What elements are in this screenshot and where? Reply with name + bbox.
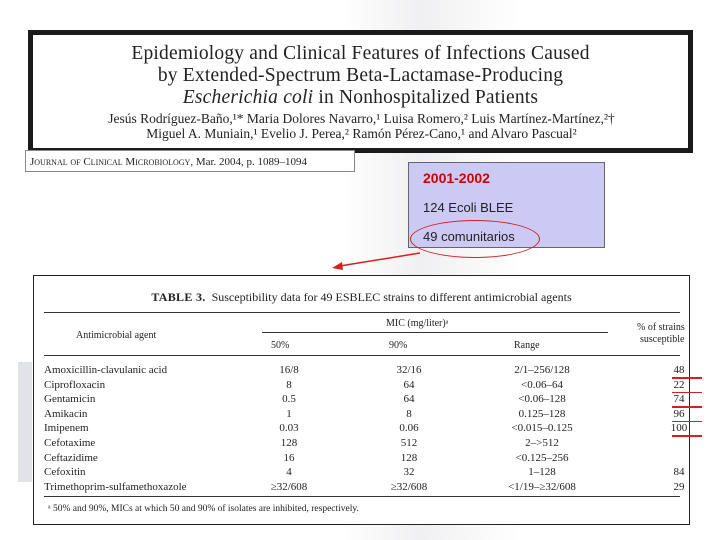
cell-mic90: 8 bbox=[406, 407, 412, 420]
cell-mic50: 16/8 bbox=[279, 364, 299, 376]
cell-range: 2/1–256/128 bbox=[514, 364, 570, 376]
authors-line-2: Miguel A. Muniain,¹ Evelio J. Perea,² Ramón Pérez-Cano,¹ and Alvaro Pascual² bbox=[146, 126, 577, 141]
header-p90: 90% bbox=[389, 340, 408, 351]
table-row bbox=[44, 408, 684, 422]
susceptibility-table bbox=[33, 275, 690, 525]
header-mic-rule bbox=[262, 332, 608, 333]
cell-agent: Ceftazidime bbox=[44, 451, 98, 464]
cell-range: <0.015–0.125 bbox=[511, 422, 573, 435]
table-row bbox=[44, 466, 684, 480]
cell-mic90: 512 bbox=[400, 437, 418, 449]
species-name: Escherichia coli bbox=[182, 87, 314, 108]
cell-agent: Cefotaxime bbox=[44, 437, 96, 449]
title-line-1: Epidemiology and Clinical Features of Infections Caused bbox=[131, 43, 590, 64]
info-total-strains: 124 Ecoli BLEE bbox=[423, 200, 514, 215]
header-pct-line-1: % of strains bbox=[637, 322, 685, 333]
cell-agent: Amoxicillin-clavulanic acid bbox=[44, 364, 168, 376]
table-row bbox=[44, 393, 684, 407]
authors-line-1: Jesús Rodríguez-Baño,¹* Maria Dolores Navarro,¹ Luisa Romero,² Luis Martínez-Martínez,²† bbox=[108, 111, 615, 126]
cell-agent: Cefoxitin bbox=[44, 466, 86, 479]
cell-range: <0.06–128 bbox=[518, 393, 566, 406]
cell-pct-susceptible: 84 bbox=[673, 466, 685, 479]
cell-mic90: 64 bbox=[403, 378, 415, 391]
journal-details: , Mar. 2004, p. 1089–1094 bbox=[190, 156, 308, 168]
cell-mic50: 0.5 bbox=[282, 393, 296, 406]
cell-pct-susceptible: 22 bbox=[673, 378, 685, 391]
cell-mic50: 16 bbox=[283, 451, 295, 464]
cell-mic90: 0.06 bbox=[399, 422, 419, 435]
table-rule-top bbox=[44, 312, 680, 313]
header-pct-line-2: susceptible bbox=[640, 334, 685, 345]
table-title bbox=[34, 290, 689, 305]
table-row bbox=[44, 379, 684, 393]
journal-name: Journal of Clinical Microbiology bbox=[30, 156, 191, 168]
cell-mic50: 8 bbox=[286, 378, 292, 391]
header-mic: MIC (mg/liter)ᵃ bbox=[386, 318, 449, 329]
cell-pct-susceptible: 74 bbox=[673, 393, 685, 406]
cell-agent: Amikacin bbox=[44, 407, 88, 420]
cell-agent: Gentamicin bbox=[44, 393, 96, 406]
cell-mic50: 1 bbox=[286, 407, 292, 420]
cell-range: 1–128 bbox=[528, 466, 556, 479]
table-row bbox=[44, 422, 688, 436]
header-range: Range bbox=[514, 340, 540, 351]
title-line-2: by Extended-Spectrum Beta-Lactamase-Producing bbox=[157, 65, 564, 86]
cell-mic90: 32 bbox=[403, 466, 415, 479]
table-rule-header bbox=[44, 355, 680, 356]
table-rule-bottom bbox=[44, 496, 680, 497]
table-label: TABLE 3. bbox=[151, 290, 206, 304]
table-row bbox=[44, 452, 684, 466]
cell-mic50: 4 bbox=[286, 466, 292, 479]
cell-range: 0.125–128 bbox=[518, 407, 566, 420]
cell-mic90: 64 bbox=[403, 393, 415, 406]
table-row bbox=[44, 481, 684, 495]
cell-mic90: 128 bbox=[400, 451, 418, 464]
cell-mic90: 32/16 bbox=[396, 364, 422, 376]
cell-agent: Ciprofloxacin bbox=[44, 378, 106, 391]
cell-range: <0.125–256 bbox=[515, 451, 569, 464]
info-community-strains: 49 comunitarios bbox=[423, 229, 515, 244]
header-agent: Antimicrobial agent bbox=[76, 330, 157, 341]
cell-pct-susceptible: 100 bbox=[670, 422, 688, 435]
table-row bbox=[44, 437, 684, 451]
info-years: 2001-2002 bbox=[423, 170, 490, 186]
cell-agent: Trimethoprim-sulfamethoxazole bbox=[44, 480, 187, 493]
cell-agent: Imipenem bbox=[44, 422, 89, 435]
table-caption: Susceptibility data for 49 ESBLEC strains to different antimicrobial agents bbox=[211, 290, 572, 304]
cell-mic50: 128 bbox=[280, 437, 298, 449]
title-line-3-rest: in Nonhospitalized Patients bbox=[313, 87, 539, 108]
cell-pct-susceptible: 48 bbox=[673, 364, 685, 376]
cell-mic50: ≥32/608 bbox=[270, 480, 308, 493]
cell-pct-susceptible: 29 bbox=[673, 480, 685, 493]
cell-range: <1/19–≥32/608 bbox=[508, 480, 576, 493]
cell-range: <0.06–64 bbox=[521, 378, 563, 391]
cell-pct-susceptible: 96 bbox=[673, 407, 685, 420]
cell-mic90: ≥32/608 bbox=[390, 480, 428, 493]
cell-mic50: 0.03 bbox=[279, 422, 299, 435]
header-p50: 50% bbox=[271, 340, 290, 351]
table-row bbox=[44, 364, 684, 378]
cell-range: 2–>512 bbox=[525, 437, 559, 449]
table-footnote: ᵃ 50% and 90%, MICs at which 50 and 90% of isolates are inhibited, respectively. bbox=[48, 504, 359, 514]
